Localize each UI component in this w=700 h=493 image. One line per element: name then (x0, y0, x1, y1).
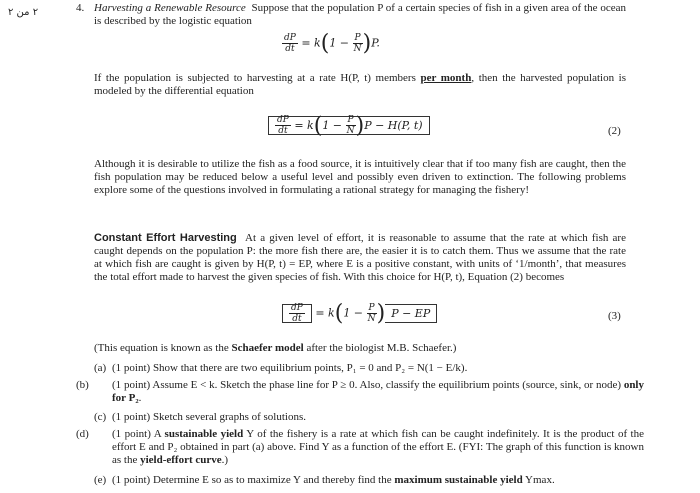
equation-2-label: (2) (608, 125, 621, 137)
intro-text: Suppose that the population P of a certain species of fish in a given area of the ocean is described by the logistic equation (94, 2, 626, 27)
schaefer-equation: $\frac{dP}{dt}$ = k(1 − $\frac{P}{N}$ ) P − EP (282, 303, 437, 324)
list-item-e: (e) (1 point) Determine E so as to maximize Y and thereby find the maximum sustainable yield Ymax. (94, 474, 555, 486)
constant-effort-heading: Constant Effort Harvesting (94, 232, 237, 244)
description-paragraph: Although it is desirable to utilize the fish as a food source, it is intuitively clear that if too many fish are caught, then the fish population may be reduced below a useful level and possibly even driven to extinction. The following problems explore some of the questions involved in formulating a rational strategy for managing the fishery! (94, 158, 626, 196)
schaefer-note: (This equation is known as the Schaefer model after the biologist M.B. Schaefer.) (94, 342, 457, 354)
logistic-equation: $\frac{dP}{dt}$ = k(1 − $\frac{P}{N}$ )P. (284, 31, 380, 56)
page-marker: ۲ من ۲ (8, 7, 39, 18)
constant-effort-paragraph: Constant Effort Harvesting At a given level of effort, it is reasonable to assume that the rate at which fish are caught depends on the population P: the more fish there are, the easier it is to catch them. Thus we assume that the rate at which fish are caught is given by H(P, t) = EP, where E is a positive constant, with units of ‘1/month’, that measures the total effort made to harvest the given species of fish. With this choice for H(P, t), Equation (2) becomes (94, 232, 626, 283)
harvest-paragraph: If the population is subjected to harvesting at a rate H(P, t) members per month, then the harvested population is modeled by the differential equation (94, 72, 627, 97)
problem-number: 4. (76, 2, 85, 14)
list-item-d: (d) (1 point) A sustainable yield Y of the fishery is a rate at which fish can be caught indefinitely. It is the product of the effort E and P₂ obtained in part (a) above. Find Y as a function of the effort E. (FYI: The graph of this function is known as the yield-effort curve.) (76, 428, 644, 466)
list-item-b: (b) (1 point) Assume E < k. Sketch the phase line for P ≥ 0. Also, classify the equilibrium points (source, sink, or node) only for P₂. (76, 379, 644, 404)
equation-3-label: (3) (608, 310, 621, 322)
list-item-c: (c) (1 point) Sketch several graphs of solutions. (94, 411, 306, 423)
problem-intro (94, 2, 626, 28)
problem-title: Harvesting a Renewable Resource (94, 2, 246, 14)
list-item-a: (a) (1 point) Show that there are two equilibrium points, P₁ = 0 and P₂ = N(1 − E/k). (94, 362, 468, 374)
harvest-equation: $\frac{dP}{dt}$ = k(1 − $\frac{P}{N}$ )P − H(P, t) (268, 115, 430, 136)
